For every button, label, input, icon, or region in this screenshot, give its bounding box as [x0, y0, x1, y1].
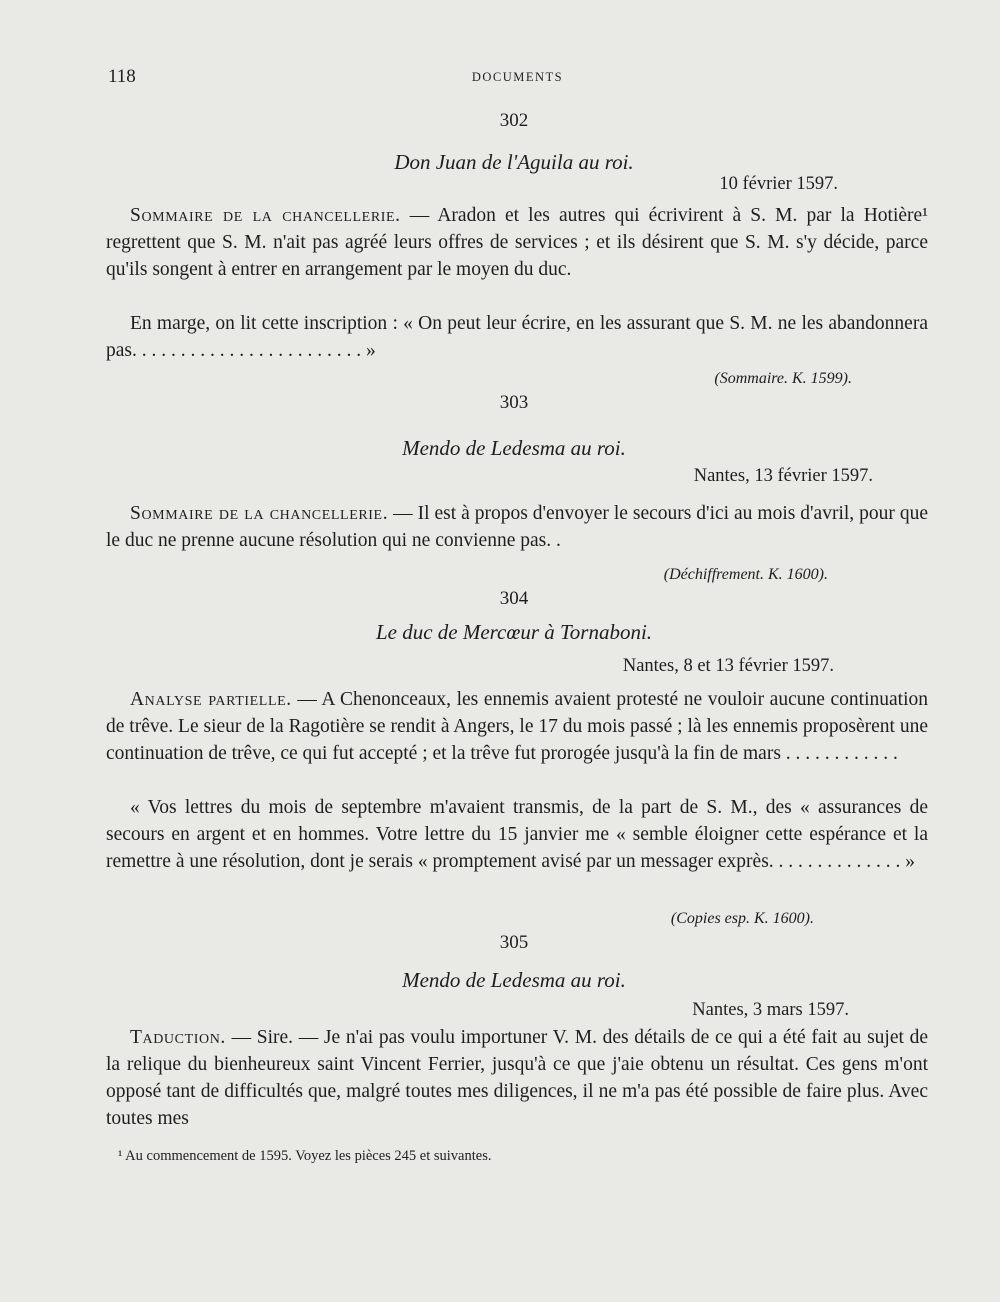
entry-paragraph — [106, 310, 928, 364]
entry-paragraph — [106, 794, 928, 875]
entry-date: Nantes, 8 et 13 février 1597. — [622, 656, 834, 676]
entry-date: 10 février 1597. — [719, 174, 838, 194]
entry-source: (Déchiffrement. K. 1600). — [663, 566, 828, 583]
entry-number: 302 — [499, 110, 529, 131]
entry-number: 303 — [499, 392, 529, 413]
paragraph-label: Taduction. — [130, 1027, 226, 1048]
entry-title: Mendo de Ledesma au roi. — [402, 968, 626, 992]
entry-number: 304 — [499, 588, 529, 609]
footnote: ¹ Au commencement de 1595. Voyez les pièces 245 et suivantes. — [118, 1148, 492, 1164]
entry-source: (Sommaire. K. 1599). — [714, 370, 852, 387]
entry-title: Don Juan de l'Aguila au roi. — [394, 150, 634, 174]
entry-paragraph — [106, 686, 928, 767]
paragraph-text: En marge, on lit cette inscription : « On peut leur écrire, en les assurant que S. M. ne les abandonnera pas. . . . . . . . . . . . . . . . . . . . . . . . » — [106, 313, 928, 361]
paragraph-label: Sommaire de la chancellerie. — [130, 205, 401, 226]
paragraph-text: « Vos lettres du mois de septembre m'avaient transmis, de la part de S. M., des « assurances de secours en argent et en hommes. Votre lettre du 15 janvier me « semble éloigner cette espérance et la remettre à une résolution, dont je serais « promptement avisé par un messager exprès. . . . . . . . . . . . . . » — [106, 797, 928, 872]
running-title: DOCUMENTS — [471, 70, 564, 84]
entry-source: (Copies esp. K. 1600). — [670, 910, 814, 927]
entry-date: Nantes, 13 février 1597. — [693, 466, 873, 486]
paragraph-label: Analyse partielle. — [130, 689, 292, 710]
entry-title: Le duc de Mercœur à Tornaboni. — [375, 620, 653, 644]
entry-title: Mendo de Ledesma au roi. — [402, 436, 626, 460]
paragraph-text: — Aradon et les autres qui écrivirent à S. M. par la Hotière¹ regrettent que S. M. n'ait pas agréé leurs offres de services ; et ils désirent que S. M. s'y décide, parce qu'ils songent à entrer en arrangement par le moyen du duc. — [106, 205, 929, 280]
paragraph-label: Sommaire de la chancellerie. — [130, 503, 389, 524]
entry-paragraph — [106, 202, 928, 283]
entry-number: 305 — [499, 932, 529, 953]
entry-paragraph — [106, 500, 928, 554]
paragraph-text: — Il est à propos d'envoyer le secours d'ici au mois d'avril, pour que le duc ne prenne aucune résolution qui ne convienne pas. . — [106, 503, 928, 551]
paragraph-text: — Sire. — Je n'ai pas voulu importuner V. M. des détails de ce qui a été fait au sujet de la relique du bienheureux saint Vincent Ferrier, jusqu'à ce que j'aie obtenu un résultat. Ces gens m'ont opposé tant de difficultés que, malgré toutes mes diligences, il ne m'a pas été possible de faire plus. Avec toutes mes — [106, 1027, 928, 1129]
paragraph-text: — A Chenonceaux, les ennemis avaient protesté ne vouloir aucune continuation de trêve. Le sieur de la Ragotière se rendit à Angers, le 17 du mois passé ; là les ennemis proposèrent une continuation de trêve, ce qui fut accepté ; et la trêve fut prorogée jusqu'à la fin de mars . . . . . . . . . . . . — [106, 689, 928, 764]
page-number: 118 — [108, 66, 136, 87]
entry-paragraph — [106, 1024, 928, 1132]
entry-date: Nantes, 3 mars 1597. — [692, 1000, 849, 1020]
